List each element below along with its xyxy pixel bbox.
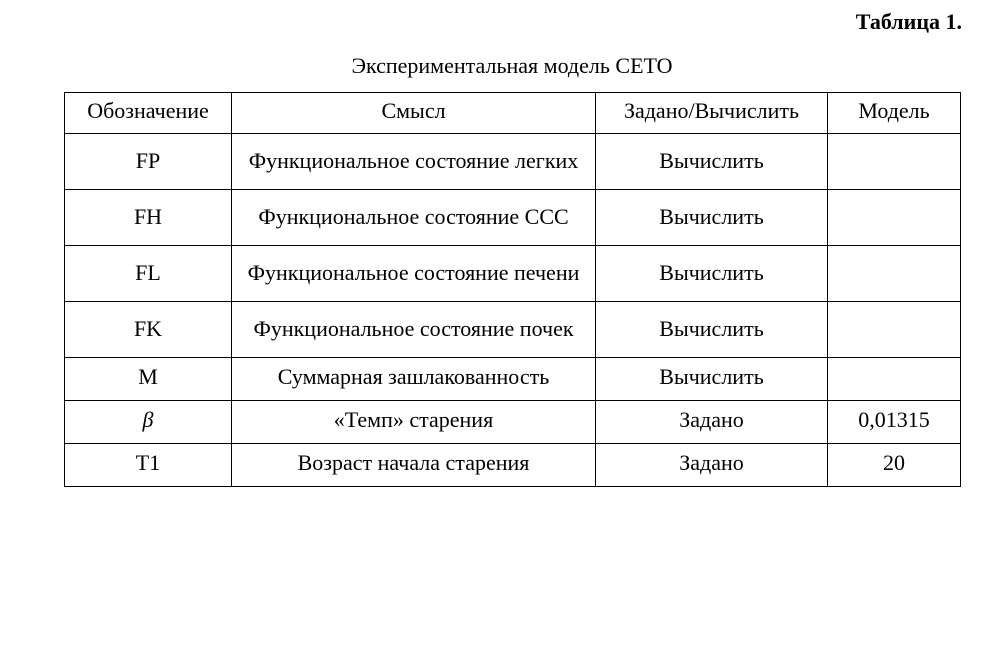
header-meaning: Смысл [232, 93, 596, 134]
cell-meaning: «Темп» старения [232, 401, 596, 444]
cell-designation: FH [65, 190, 232, 246]
table-row [65, 190, 961, 246]
table-row [65, 358, 961, 401]
cell-designation: FP [65, 134, 232, 190]
cell-designation: FL [65, 246, 232, 302]
cell-given-compute: Задано [596, 401, 828, 444]
cell-designation: T1 [65, 444, 232, 487]
cell-model: 20 [828, 444, 961, 487]
cell-meaning: Функциональное состояние почек [232, 302, 596, 358]
cell-designation: FK [65, 302, 232, 358]
cell-model [828, 302, 961, 358]
table-row [65, 246, 961, 302]
table-row [65, 134, 961, 190]
data-table [64, 92, 961, 487]
cell-model: 0,01315 [828, 401, 961, 444]
header-given-compute: Задано/Вычислить [596, 93, 828, 134]
cell-designation: M [65, 358, 232, 401]
cell-meaning: Функциональное состояние ССС [232, 190, 596, 246]
table-number: Таблица 1. [855, 9, 962, 34]
cell-model [828, 246, 961, 302]
cell-given-compute: Вычислить [596, 134, 828, 190]
cell-model [828, 358, 961, 401]
cell-given-compute: Вычислить [596, 246, 828, 302]
table-row [65, 401, 961, 444]
header-designation: Обозначение [65, 93, 232, 134]
cell-given-compute: Задано [596, 444, 828, 487]
cell-meaning: Суммарная зашлакованность [232, 358, 596, 401]
cell-given-compute: Вычислить [596, 302, 828, 358]
cell-model [828, 190, 961, 246]
cell-meaning: Функциональное состояние легких [232, 134, 596, 190]
table-row [65, 444, 961, 487]
cell-model [828, 134, 961, 190]
cell-meaning: Возраст начала старения [232, 444, 596, 487]
cell-given-compute: Вычислить [596, 358, 828, 401]
header-model: Модель [828, 93, 961, 134]
cell-given-compute: Вычислить [596, 190, 828, 246]
header-row [65, 93, 961, 134]
table-title: Экспериментальная модель СЕТО [351, 53, 673, 78]
table-row [65, 302, 961, 358]
cell-meaning: Функциональное состояние печени [232, 246, 596, 302]
cell-designation: β [65, 401, 232, 444]
